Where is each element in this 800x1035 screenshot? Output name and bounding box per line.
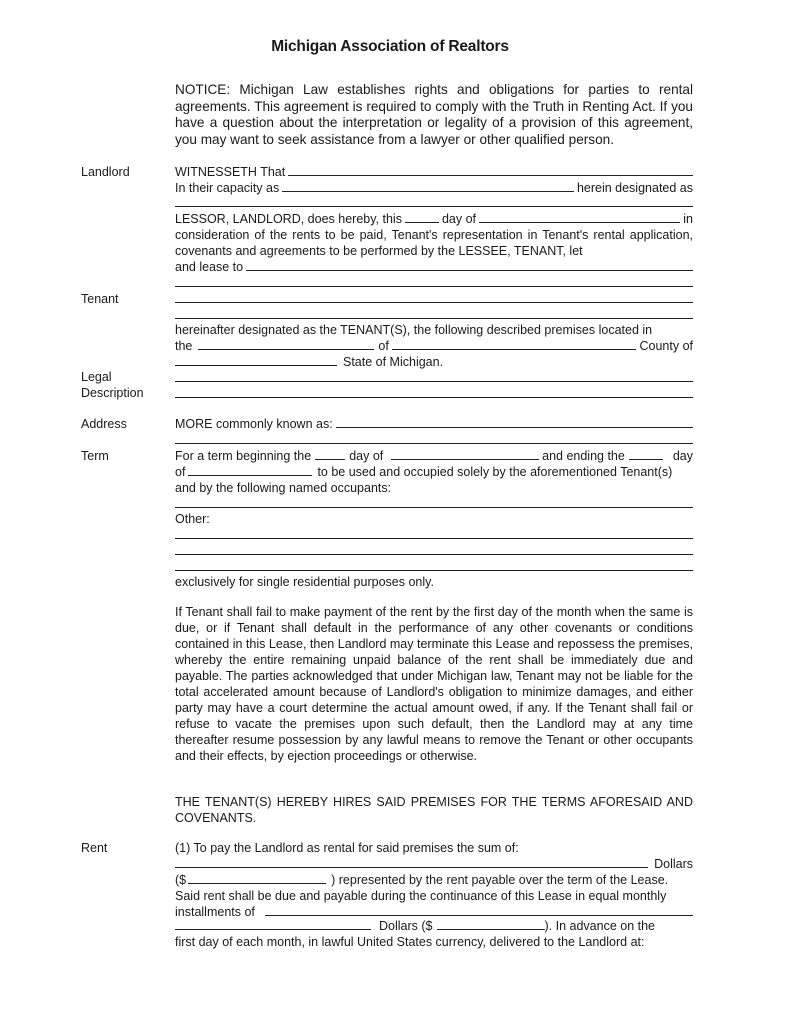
label-landlord: Landlord <box>81 165 130 179</box>
term-start-day-field[interactable] <box>315 448 345 460</box>
default-clause-paragraph: If Tenant shall fail to make payment of the rent by the first day of the month when the same is due, or if Tenant shall default in the performance of any other covenants or conditions contained in this Lease, then Landlord may terminate this Lease and repossess the premises, whereby the entire remaining unpaid balance of the rent shall be immediately due and payable. The parties acknowledged that under Michigan law, Tenant may not be liable for the total accelerated amount because of Landlord's obligation to minimize damages, and either party may have a court determine the actual amount owed, if any. If the Tenant shall fail or refuse to vacate the premises upon such default, then the Landlord may at any time thereafter resume possession by any lawful means to remove the Tenant or other occupants and their effects, by ejection proceedings or otherwise. <box>175 605 693 763</box>
municipality-name-field[interactable] <box>392 338 637 350</box>
tenant-line-1[interactable] <box>175 286 693 287</box>
lease-to-row <box>175 259 693 275</box>
legal-description-line-1[interactable] <box>175 381 693 382</box>
dollars-paren-text: Dollars ($ <box>379 919 433 933</box>
consideration-text: consideration of the rents to be paid, Tenant's representation in Tenant's rental application, covenants and agreements to be performed by the LESSEE, TENANT, let <box>175 228 693 258</box>
landlord-blank-line[interactable] <box>175 206 693 207</box>
other-text: Other: <box>175 512 210 526</box>
premises-location-row <box>175 338 693 354</box>
designated-text: herein designated as <box>576 181 693 195</box>
lessor-dayof-text: day of <box>441 212 477 226</box>
rent-intro-text: (1) To pay the Landlord as rental for said premises the sum of: <box>175 841 519 855</box>
installment-amount-field[interactable] <box>437 918 545 930</box>
installment-words-field-2[interactable] <box>175 918 371 930</box>
term-beginning-text: For a term beginning the <box>175 449 312 463</box>
term-dayof-text: day of <box>349 449 384 463</box>
state-text: State of Michigan. <box>343 355 444 369</box>
document-title: Michigan Association of Realtors <box>271 38 509 55</box>
term-start-month-field[interactable] <box>391 448 539 460</box>
term-day-text: day <box>672 449 693 463</box>
landlord-name-field[interactable] <box>288 164 693 176</box>
label-term: Term <box>81 449 109 463</box>
dollar-open-text: ($ <box>175 873 187 887</box>
advance-text: ). In advance on the <box>544 919 655 933</box>
lease-to-text: and lease to <box>175 260 244 274</box>
municipality-field[interactable] <box>198 338 374 350</box>
address-row <box>175 416 693 432</box>
lessor-text: LESSOR, LANDLORD, does hereby, this <box>175 212 402 226</box>
term-end-row <box>175 464 693 480</box>
capacity-text: In their capacity as <box>175 181 280 195</box>
hires-clause-paragraph: THE TENANT(S) HEREBY HIRES SAID PREMISES FOR THE TERMS AFORESAID AND COVENANTS. <box>175 795 693 825</box>
known-as-text: MORE commonly known as: <box>175 417 333 431</box>
said-rent-text: Said rent shall be due and payable during the continuance of this Lease in equal monthly <box>175 889 667 903</box>
first-day-text: first day of each month, in lawful United States currency, delivered to the Landlord at: <box>175 935 645 949</box>
rent-total-amount-row <box>175 872 693 888</box>
lessor-in-text: in <box>683 212 693 226</box>
tenant-line-3[interactable] <box>175 318 693 319</box>
installment-words-field[interactable] <box>265 904 693 916</box>
county-field[interactable] <box>175 354 337 366</box>
county-of-text: County of <box>639 339 693 353</box>
label-tenant: Tenant <box>81 292 119 306</box>
capacity-row <box>175 180 693 196</box>
label-legal-line2: Description <box>81 386 144 400</box>
legal-description-line-2[interactable] <box>175 397 693 398</box>
tenant-line-2[interactable] <box>175 302 693 303</box>
dollars-text: Dollars <box>654 857 693 871</box>
landlord-capacity-field[interactable] <box>282 180 574 192</box>
state-row <box>175 354 693 370</box>
rent-total-words-field[interactable] <box>175 856 648 868</box>
label-legal-line1: Legal <box>81 370 112 384</box>
of-text: of <box>378 339 389 353</box>
represented-text: ) represented by the rent payable over the term of the Lease. <box>331 873 669 887</box>
label-address: Address <box>81 417 127 431</box>
rent-total-amount-field[interactable] <box>188 872 326 884</box>
other-line-1[interactable] <box>175 538 693 539</box>
label-legal-description <box>81 369 144 401</box>
notice-paragraph: NOTICE: Michigan Law establishes rights and obligations for parties to rental agreements. This agreement is required to comply with the Truth in Renting Act. If you have a question about the interpretation or legality of a provision of this agreement, you may want to seek assistance from a lawyer or other qualified person. <box>175 82 693 147</box>
term-begin-row <box>175 448 693 464</box>
rent-total-words-row <box>175 856 693 872</box>
term-of-text: of <box>175 465 186 479</box>
occupants-text: and by the following named occupants: <box>175 481 392 495</box>
term-used-text: to be used and occupied solely by the aforementioned Tenant(s) <box>317 465 673 479</box>
hereinafter-text: hereinafter designated as the TENANT(S), the following described premises located in <box>175 323 653 337</box>
witnesseth-row <box>175 164 693 180</box>
lessor-row <box>175 211 693 227</box>
the-text: the <box>175 339 193 353</box>
address-line-2[interactable] <box>175 443 693 444</box>
lease-to-field[interactable] <box>246 259 693 271</box>
term-end-day-field[interactable] <box>629 448 663 460</box>
other-line-3[interactable] <box>175 570 693 571</box>
address-field[interactable] <box>336 416 693 428</box>
term-ending-text: and ending the <box>542 449 625 463</box>
installment-amount-row <box>175 918 693 934</box>
label-rent: Rent <box>81 841 108 855</box>
other-line-2[interactable] <box>175 554 693 555</box>
lease-day-field[interactable] <box>405 211 439 223</box>
witnesseth-text: WITNESSETH That <box>175 165 286 179</box>
term-end-month-field[interactable] <box>188 464 312 476</box>
occupants-line[interactable] <box>175 507 693 508</box>
exclusively-text: exclusively for single residential purposes only. <box>175 575 434 589</box>
lease-month-field[interactable] <box>479 211 680 223</box>
installments-text: installments of <box>175 905 255 919</box>
